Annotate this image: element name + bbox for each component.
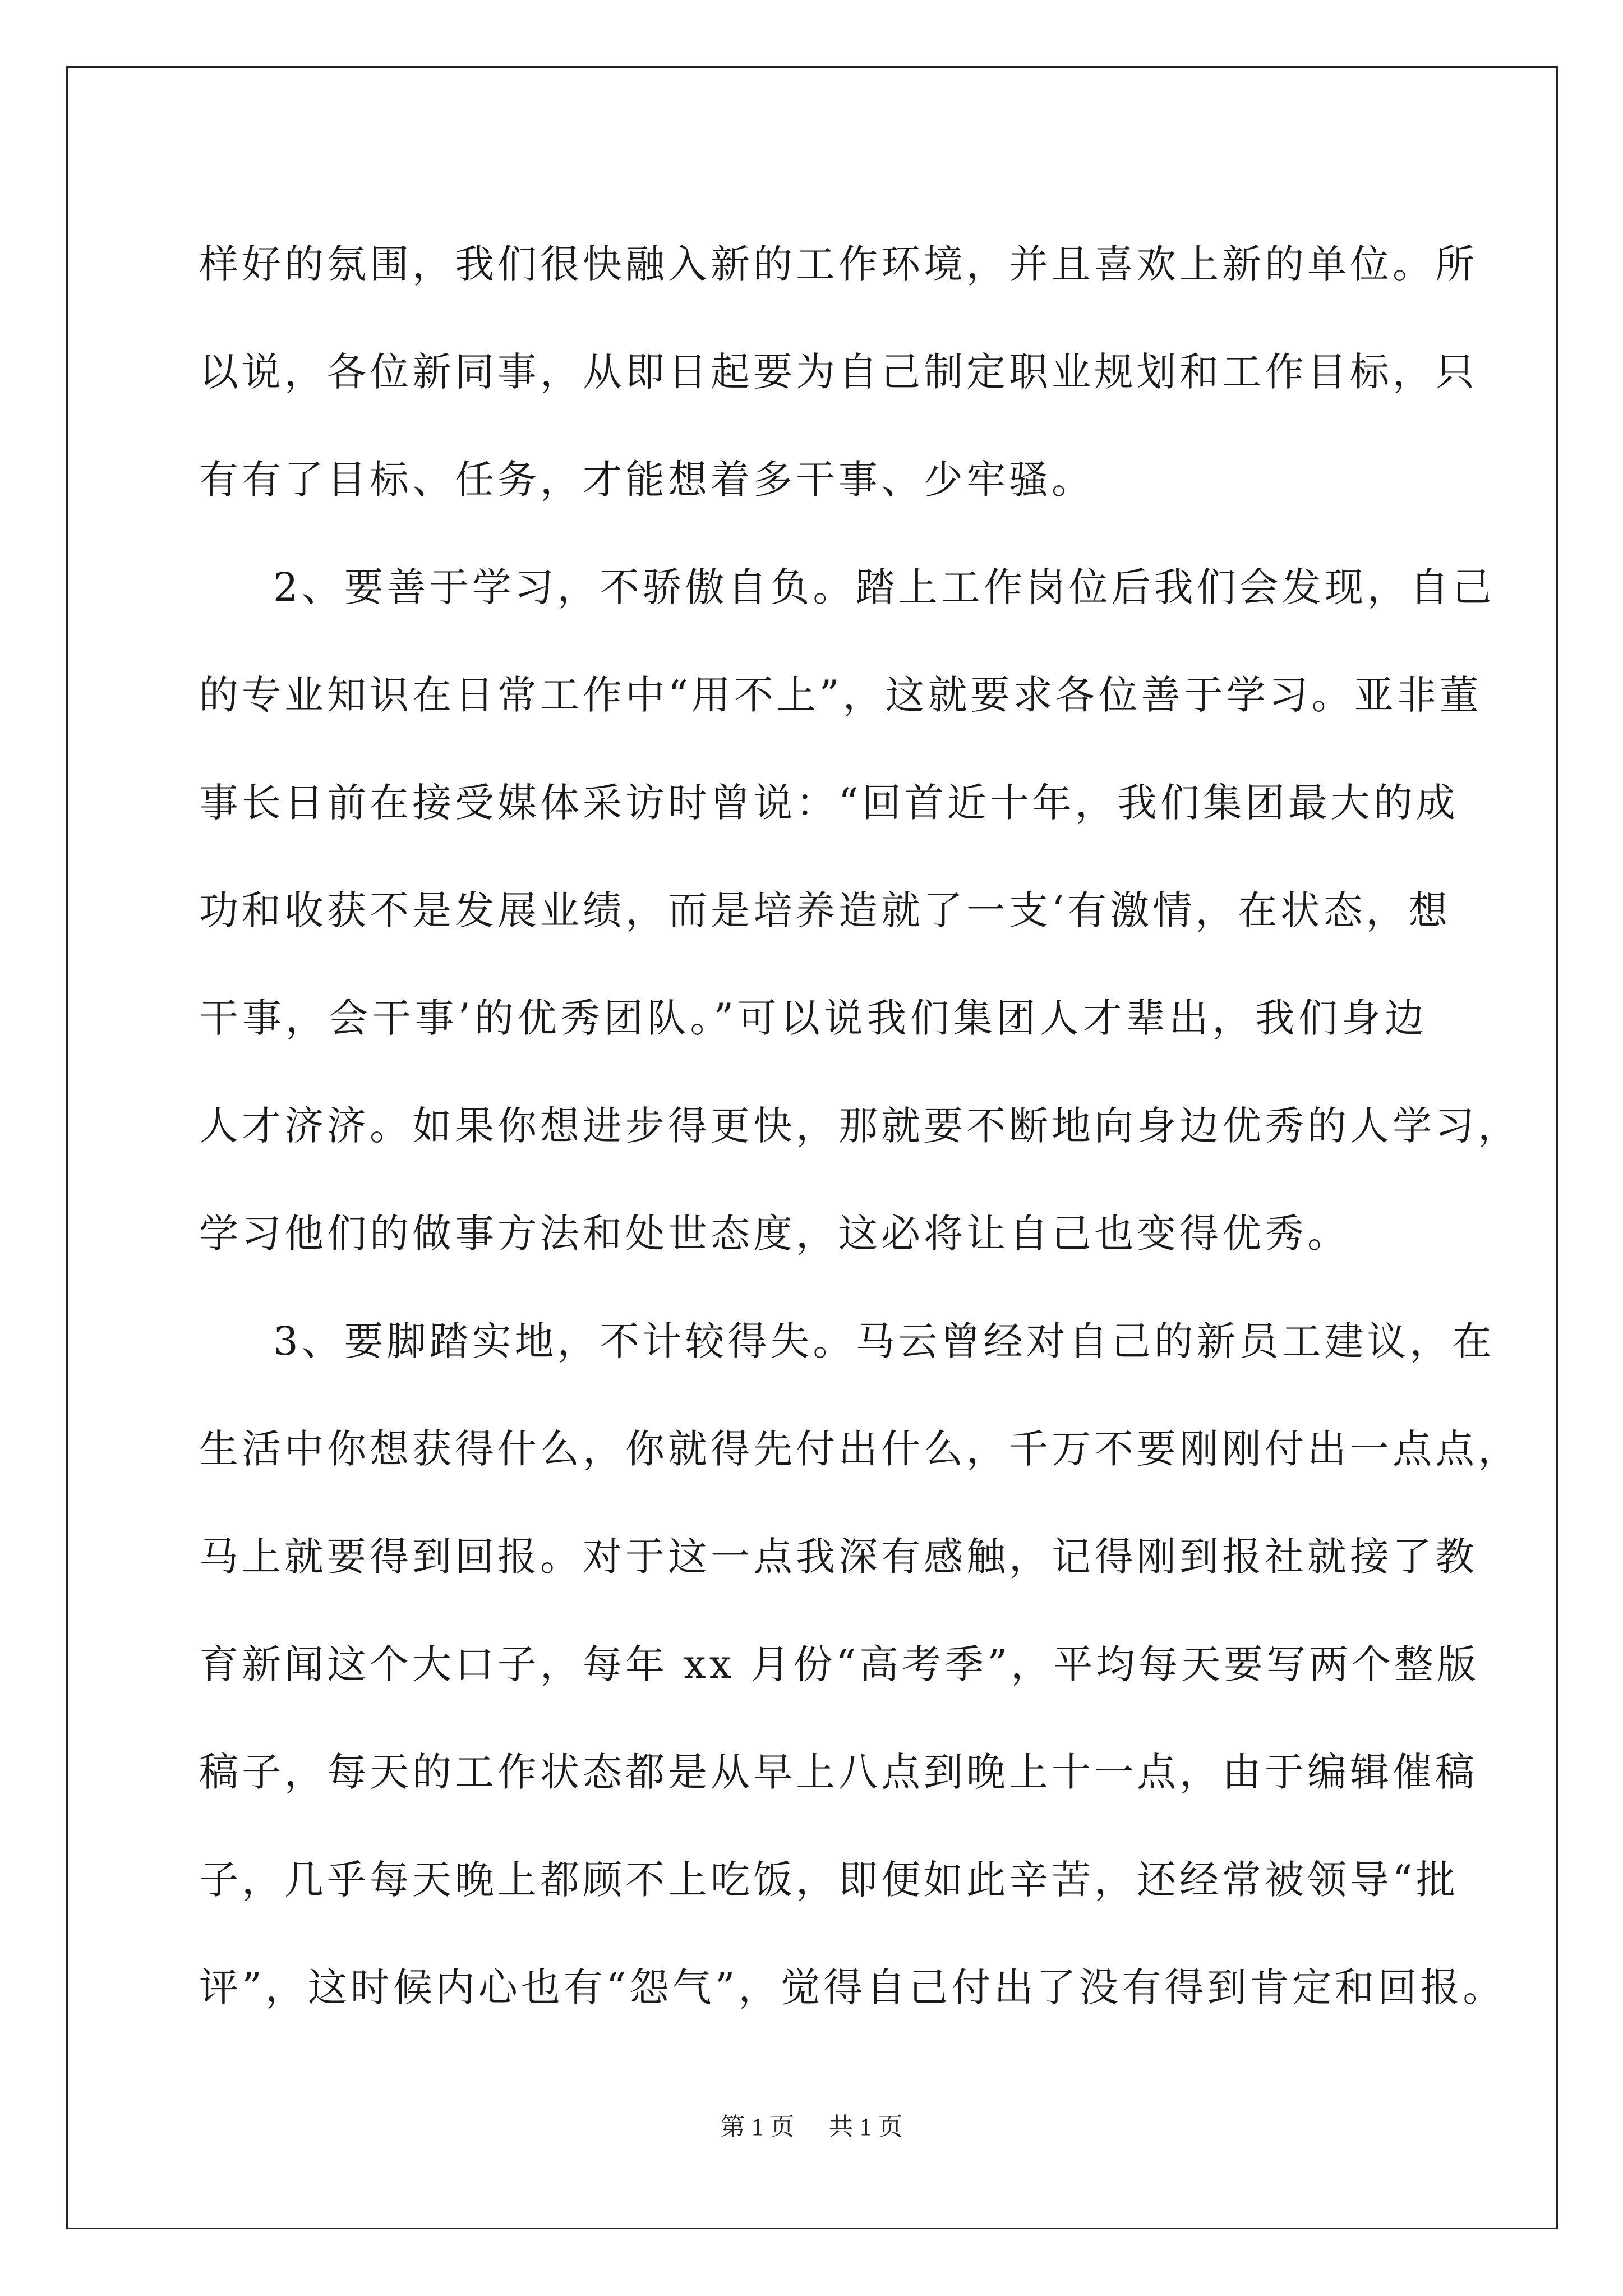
page-total: 共 1 页 [828, 2113, 903, 2141]
text-line: 的专业知识在日常工作中“用不上”，这就要求各位善于学习。亚非董 [199, 672, 1482, 718]
text-line: 评”，这时候内心也有“怨气”，觉得自己付出了没有得到肯定和回报。 [199, 1964, 1506, 2010]
text-line: 事长日前在接受媒体采访时曾说：“回首近十年，我们集团最大的成 [199, 780, 1459, 826]
text-line: 功和收获不是发展业绩，而是培养造就了一支‘有激情，在状态，想 [199, 887, 1451, 933]
text-line: 马上就要得到回报。对于这一点我深有感触，记得刚到报社就接了教 [199, 1534, 1478, 1580]
text-line: 育新闻这个大口子，每年 xx 月份“高考季”，平均每天要写两个整版 [199, 1641, 1480, 1687]
document-body [199, 210, 1520, 2041]
text-line: 有有了目标、任务，才能想着多干事、少牢骚。 [199, 457, 1094, 503]
text-line: 3、要脚踏实地，不计较得失。马云曾经对自己的新员工建议，在 [273, 1318, 1495, 1364]
text-line: 人才济济。如果你想进步得更快，那就要不断地向身边优秀的人学习， [199, 1103, 1520, 1149]
text-line: 生活中你想获得什么，你就得先付出什么，千万不要刚刚付出一点点， [199, 1426, 1520, 1472]
text-line: 2、要善于学习，不骄傲自负。踏上工作岗位后我们会发现，自己 [273, 564, 1495, 610]
page-footer [0, 2106, 1623, 2142]
text-line: 学习他们的做事方法和处世态度，这必将让自己也变得优秀。 [199, 1211, 1350, 1257]
text-line: 以说，各位新同事，从即日起要为自己制定职业规划和工作目标，只 [199, 349, 1478, 395]
text-line: 稿子，每天的工作状态都是从早上八点到晚上十一点，由于编辑催稿 [199, 1749, 1478, 1795]
text-line: 子，几乎每天晚上都顾不上吃饭，即便如此辛苦，还经常被领导“批 [199, 1857, 1459, 1903]
text-line: 干事，会干事’的优秀团队。”可以说我们集团人才辈出，我们身边 [199, 995, 1427, 1041]
page-number: 第 1 页 [720, 2113, 795, 2141]
text-line: 样好的氛围，我们很快融入新的工作环境，并且喜欢上新的单位。所 [199, 241, 1478, 287]
